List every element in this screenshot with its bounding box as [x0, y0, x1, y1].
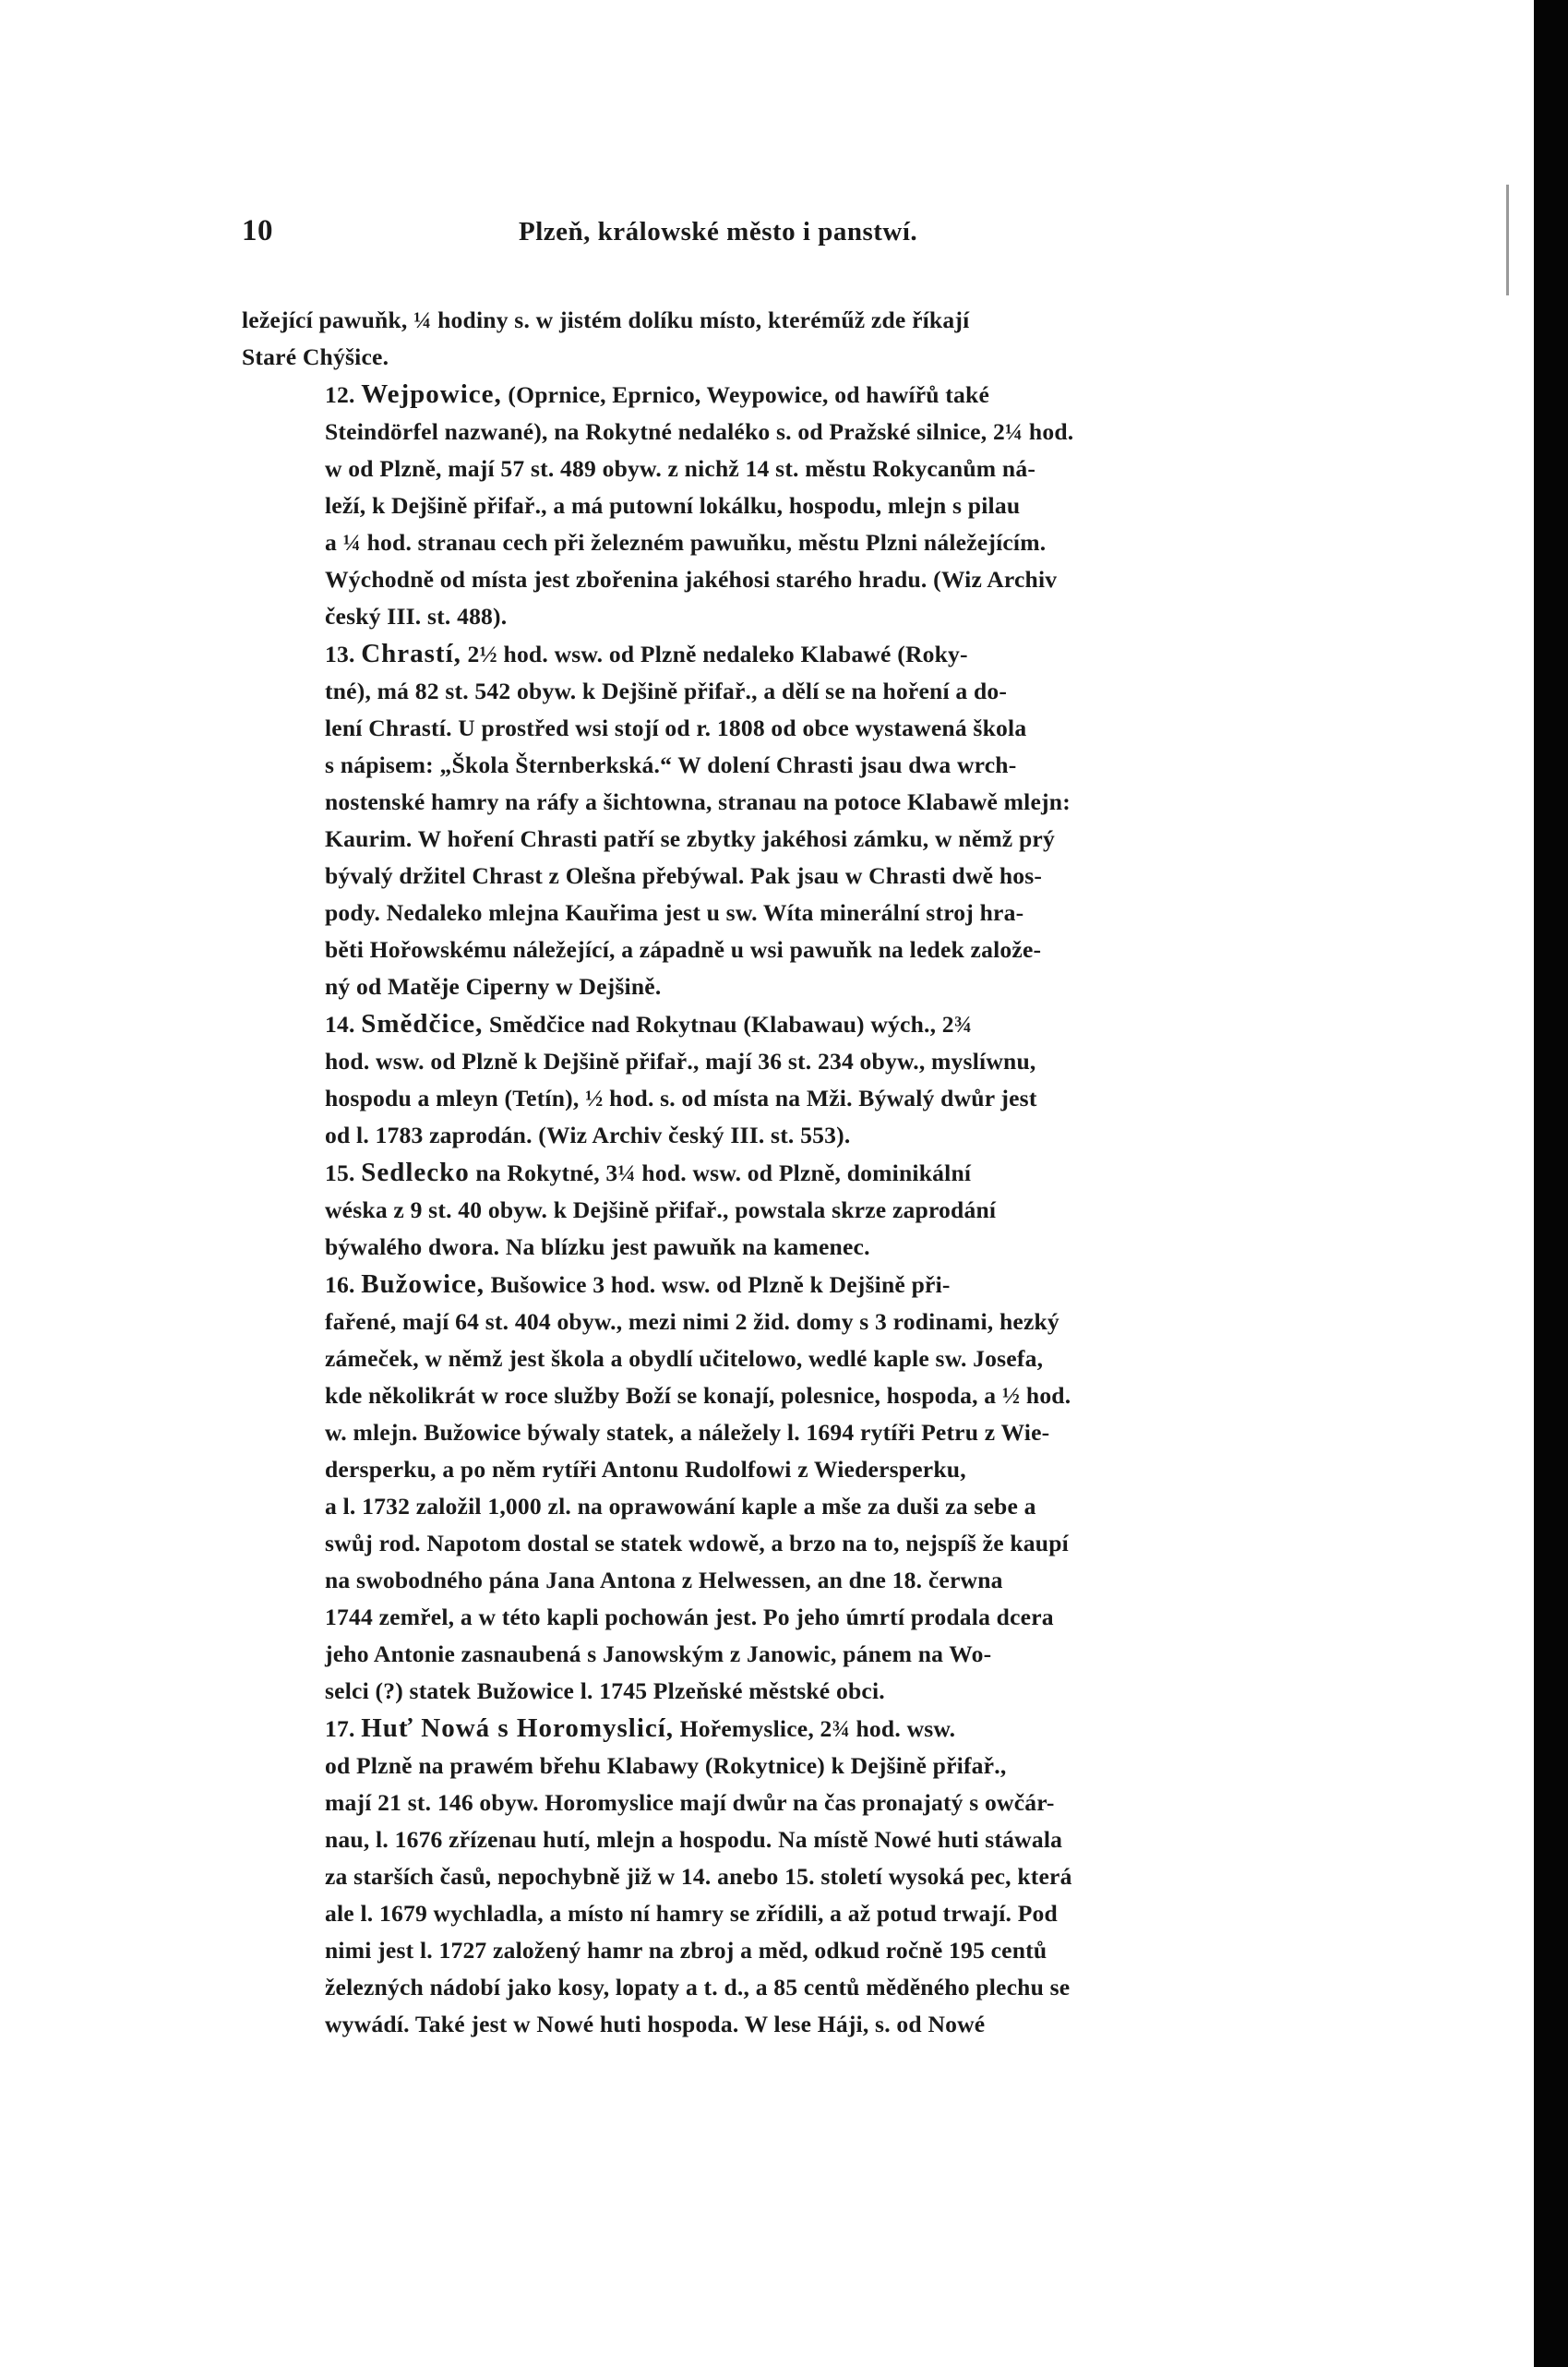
- text-line: ležející pawuňk, ¼ hodiny s. w jistém dolíku místo, kteréműž zde říkají: [242, 306, 970, 333]
- entry-number: 13.: [325, 641, 355, 667]
- text-line: [242, 1005, 1349, 1043]
- text-line: od Plzně na prawém břehu Klabawy (Rokytnice) k Dejšině přifař.,: [325, 1752, 1007, 1779]
- text-line: zámeček, w němž jest škola a obydlí učitelowo, wedlé kaple sw. Josefa,: [325, 1345, 1044, 1372]
- paragraph: [242, 635, 1349, 1005]
- line-text: 2½ hod. wsw. od Plzně nedaleko Klabawé (Roky-: [467, 641, 968, 667]
- text-line: na swobodného pána Jana Antona z Helwessen, an dne 18. čerwna: [325, 1567, 1003, 1593]
- text-line: ale l. 1679 wychladla, a místo ní hamry se zřídili, a až potud trwají. Pod: [325, 1900, 1058, 1927]
- entry-headword: Huť Nowá s Horomyslicí,: [361, 1713, 675, 1743]
- text-line: dersperku, a po něm rytíři Antonu Rudolfowi z Wiedersperku,: [325, 1456, 966, 1483]
- text-line: hospodu a mleyn (Tetín), ½ hod. s. od místa na Mži. Býwalý dwůr jest: [325, 1085, 1037, 1111]
- text-line: lení Chrastí. U prostřed wsi stojí od r. 1808 od obce wystawená škola: [325, 715, 1027, 741]
- text-line: pody. Nedaleko mlejna Kauřima jest u sw. Wíta minerální stroj hra-: [325, 899, 1024, 926]
- page-number: 10: [242, 214, 273, 247]
- text-line: leží, k Dejšině přifař., a má putowní lokálku, hospodu, mlejn s pilau: [325, 492, 1021, 519]
- entry-number: 15.: [325, 1159, 355, 1186]
- text-line: mají 21 st. 146 obyw. Horomyslice mají dwůr na čas pronajatý s owčár-: [325, 1789, 1055, 1816]
- text-line: w. mlejn. Bužowice býwaly statek, a náležely l. 1694 rytíři Petru z Wie-: [325, 1419, 1050, 1446]
- paragraph: [242, 1005, 1349, 1154]
- line-text: Smědčice nad Rokytnau (Klabawau) wých., 2¾: [489, 1011, 973, 1038]
- scan-frame-edge: [1534, 0, 1568, 2367]
- text-line: wéska z 9 st. 40 obyw. k Dejšině přifař., powstala skrze zaprodání: [325, 1196, 997, 1223]
- entry-headword: Wejpowice,: [361, 379, 502, 409]
- text-line: od l. 1783 zaprodán. (Wiz Archiv český III. st. 553).: [325, 1122, 851, 1148]
- paragraph: [242, 1710, 1349, 2043]
- scan-artifact: [1506, 185, 1509, 295]
- entry-headword: Bužowice,: [361, 1269, 485, 1299]
- paragraph: [242, 376, 1349, 635]
- text-line: swůj rod. Napotom dostal se statek wdowě, a brzo na to, nejspíš že kaupí: [325, 1530, 1069, 1556]
- text-line: za starších časů, nepochybně již w 14. anebo 15. století wysoká pec, která: [325, 1863, 1072, 1890]
- text-line: [242, 1710, 1349, 1748]
- text-line: Steindörfel nazwané), na Rokytné nedaléko s. od Pražské silnice, 2¼ hod.: [325, 418, 1074, 445]
- text-line: fařené, mají 64 st. 404 obyw., mezi nimi 2 žid. domy s 3 rodinami, hezký: [325, 1308, 1059, 1335]
- text-line: tné), má 82 st. 542 obyw. k Dejšině přifař., a dělí se na hoření a do-: [325, 678, 1008, 704]
- paragraph: [242, 302, 1349, 376]
- book-page: [242, 214, 1349, 2043]
- entry-number: 16.: [325, 1271, 355, 1298]
- entry-number: 12.: [325, 381, 355, 408]
- running-title: Plzeň, králowské město i panstwí.: [519, 217, 918, 246]
- entry-headword: Chrastí,: [361, 639, 461, 668]
- text-line: a ¼ hod. stranau cech při železném pawuňku, městu Plzni náležejícím.: [325, 529, 1047, 556]
- text-line: ný od Matěje Ciperny w Dejšině.: [325, 973, 662, 1000]
- text-line: nimi jest l. 1727 založený hamr na zbroj a měd, odkud ročně 195 centů: [325, 1937, 1047, 1964]
- entry-number: 14.: [325, 1011, 355, 1038]
- page-header: [242, 214, 1349, 260]
- text-line: [242, 635, 1349, 673]
- line-text: (Oprnice, Eprnico, Weypowice, od hawířů také: [508, 381, 989, 408]
- text-line: běti Hořowskému náležející, a západně u wsi pawuňk na ledek založe-: [325, 936, 1042, 963]
- text-line: býwalého dwora. Na blízku jest pawuňk na kamenec.: [325, 1233, 870, 1260]
- entry-headword: Sedlecko: [361, 1158, 470, 1187]
- text-line: český III. st. 488).: [325, 603, 508, 630]
- text-line: [242, 376, 1349, 414]
- paragraph: [242, 1266, 1349, 1710]
- entry-number: 17.: [325, 1715, 355, 1742]
- line-text: Bušowice 3 hod. wsw. od Plzně k Dejšině při-: [490, 1271, 951, 1298]
- text-line: Wýchodně od místa jest zbořenina jakéhosi starého hradu. (Wiz Archiv: [325, 566, 1058, 593]
- text-line: kde několikrát w roce služby Boží se konají, polesnice, hospoda, a ½ hod.: [325, 1382, 1071, 1409]
- text-line: a l. 1732 založil 1,000 zl. na oprawowání kaple a mše za duši za sebe a: [325, 1493, 1036, 1520]
- text-line: hod. wsw. od Plzně k Dejšině přifař., mají 36 st. 234 obyw., myslíwnu,: [325, 1048, 1036, 1075]
- text-line: w od Plzně, mají 57 st. 489 obyw. z nichž 14 st. městu Rokycanům ná-: [325, 455, 1036, 482]
- text-line: s nápisem: „Škola Šternberkská.“ W dolení Chrasti jsau dwa wrch-: [325, 751, 1017, 778]
- text-line: železných nádobí jako kosy, lopaty a t. d., a 85 centů měděného plechu se: [325, 1974, 1071, 2001]
- text-line: wywádí. Také jest w Nowé huti hospoda. W lese Háji, s. od Nowé: [325, 2011, 986, 2037]
- text-line: [242, 1154, 1349, 1192]
- paragraph: [242, 1154, 1349, 1266]
- line-text: Hořemyslice, 2¾ hod. wsw.: [679, 1715, 956, 1742]
- body-text: [242, 302, 1349, 2043]
- entry-headword: Smědčice,: [361, 1009, 484, 1039]
- text-line: Kaurim. W hoření Chrasti patří se zbytky jakéhosi zámku, w němž prý: [325, 825, 1055, 852]
- text-line: 1744 zemřel, a w této kapli pochowán jest. Po jeho úmrtí prodala dcera: [325, 1604, 1054, 1630]
- text-line: Staré Chýšice.: [242, 343, 389, 370]
- text-line: [242, 1266, 1349, 1304]
- line-text: na Rokytné, 3¼ hod. wsw. od Plzně, dominikální: [475, 1159, 972, 1186]
- text-line: nostenské hamry na ráfy a šichtowna, stranau na potoce Klabawě mlejn:: [325, 788, 1071, 815]
- text-line: bývalý držitel Chrast z Olešna přebýwal. Pak jsau w Chrasti dwě hos-: [325, 862, 1043, 889]
- text-line: nau, l. 1676 zřízenau hutí, mlejn a hospodu. Na místě Nowé huti stáwala: [325, 1826, 1063, 1853]
- text-line: jeho Antonie zasnaubená s Janowským z Janowic, pánem na Wo-: [325, 1640, 992, 1667]
- text-line: selci (?) statek Bužowice l. 1745 Plzeňské městské obci.: [325, 1677, 885, 1704]
